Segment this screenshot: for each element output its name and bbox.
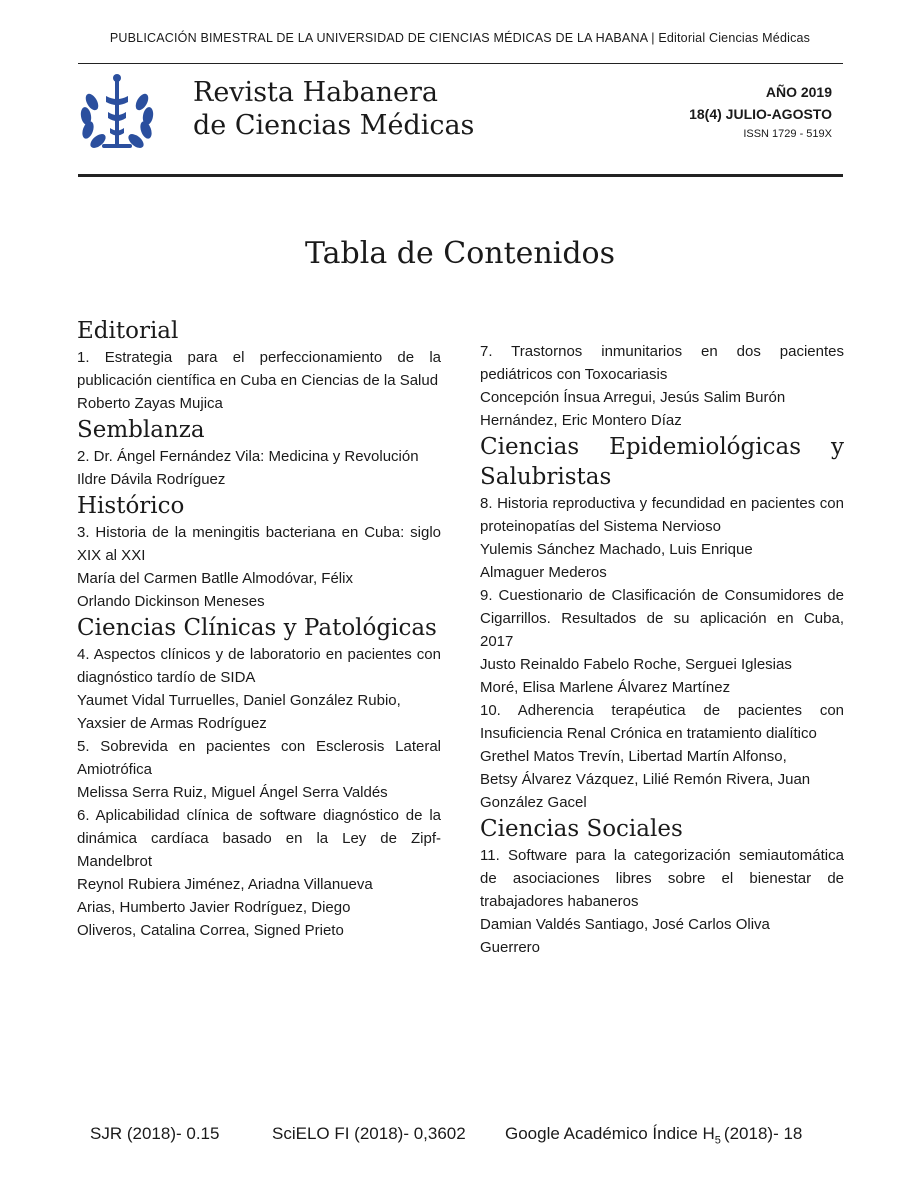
- scielo-metric: SciELO FI (2018)- 0,3602: [272, 1124, 466, 1143]
- article-title-9[interactable]: 9. Cuestionario de Clasificación de Consumidores de Cigarrillos. Resultados de su aplicación en Cuba, 2017: [480, 587, 844, 650]
- issue-number: 18(4) JULIO-AGOSTO: [689, 106, 832, 122]
- article-authors-9: Moré, Elisa Marlene Álvarez Martínez: [480, 679, 731, 696]
- article-authors-1: Roberto Zayas Mujica: [77, 395, 223, 412]
- section-heading-sociales: Ciencias Sociales: [480, 816, 683, 842]
- article-authors-11: Damian Valdés Santiago, José Carlos Oliva: [480, 916, 770, 933]
- article-title-1[interactable]: 1. Estrategia para el perfeccionamiento de la publicación científica en Cuba en Ciencias de la Salud: [77, 349, 441, 389]
- section-heading-epidemiologicas: Ciencias Epidemiológicas y Salubristas: [480, 434, 844, 490]
- article-title-7[interactable]: 7. Trastornos inmunitarios en dos pacientes pediátricos con Toxocariasis: [480, 343, 844, 383]
- sjr-metric: SJR (2018)- 0.15: [90, 1124, 220, 1143]
- article-title-5[interactable]: 5. Sobrevida en pacientes con Esclerosis Lateral Amiotrófica: [77, 738, 441, 778]
- issue-year: AÑO 2019: [765, 84, 832, 100]
- journal-title-line1: Revista Habanera: [193, 77, 438, 108]
- article-authors-5: Melissa Serra Ruiz, Miguel Ángel Serra Valdés: [77, 784, 388, 801]
- issn: ISSN 1729 - 519X: [743, 128, 832, 140]
- google-scholar-metric: [505, 1124, 802, 1146]
- article-title-11[interactable]: 11. Software para la categorización semiautomática de asociaciones libres sobre el bienestar de trabajadores habaneros: [480, 847, 844, 910]
- article-title-8[interactable]: 8. Historia reproductiva y fecundidad en pacientes con proteinopatías del Sistema Nervioso: [480, 495, 844, 535]
- article-authors-2: Ildre Dávila Rodríguez: [77, 471, 226, 488]
- header-divider: [78, 63, 843, 64]
- google-metric-label: Google Académico Índice H: [505, 1124, 715, 1143]
- section-heading-editorial: Editorial: [77, 318, 179, 344]
- article-authors-10: Betsy Álvarez Vázquez, Lilié Remón Rivera, Juan: [480, 771, 811, 788]
- article-title-6[interactable]: 6. Aplicabilidad clínica de software diagnóstico de la dinámica cardíaca basado en la Ley de Zipf-Mandelbrot: [77, 807, 441, 870]
- section-heading-semblanza: Semblanza: [77, 417, 205, 443]
- article-authors-6: Oliveros, Catalina Correa, Signed Prieto: [77, 922, 344, 939]
- article-authors-3: Orlando Dickinson Meneses: [77, 593, 265, 610]
- article-title-10[interactable]: 10. Adherencia terapéutica de pacientes con Insuficiencia Renal Crónica en tratamiento dialítico: [480, 702, 844, 742]
- article-authors-6: Arias, Humberto Javier Rodríguez, Diego: [77, 899, 351, 916]
- article-authors-8: Almaguer Mederos: [480, 564, 607, 581]
- google-metric-subscript: 5: [714, 1134, 721, 1147]
- article-authors-4: Yaumet Vidal Turruelles, Daniel González Rubio,: [77, 692, 401, 709]
- article-authors-10: González Gacel: [480, 794, 587, 811]
- article-authors-9: Justo Reinaldo Fabelo Roche, Serguei Iglesias: [480, 656, 792, 673]
- article-title-3[interactable]: 3. Historia de la meningitis bacteriana en Cuba: siglo XIX al XXI: [77, 524, 441, 564]
- article-authors-7: Concepción Ínsua Arregui, Jesús Salim Burón: [480, 389, 786, 406]
- journal-title: [193, 76, 474, 142]
- article-authors-7: Hernández, Eric Montero Díaz: [480, 412, 682, 429]
- toc-left-column: [77, 316, 441, 942]
- google-metric-value: (2018)- 18: [723, 1124, 803, 1143]
- journal-title-line2: de Ciencias Médicas: [193, 110, 475, 141]
- article-authors-11: Guerrero: [480, 939, 541, 956]
- article-authors-4: Yaxsier de Armas Rodríguez: [77, 715, 267, 732]
- article-title-2[interactable]: 2. Dr. Ángel Fernández Vila: Medicina y Revolución: [77, 448, 419, 465]
- issue-info: [689, 81, 832, 143]
- publisher-line: PUBLICACIÓN BIMESTRAL DE LA UNIVERSIDAD DE CIENCIAS MÉDICAS DE LA HABANA | Editorial Ciencias Médicas: [109, 31, 811, 45]
- article-authors-8: Yulemis Sánchez Machado, Luis Enrique: [480, 541, 753, 558]
- page-title: Tabla de Contenidos: [304, 236, 615, 271]
- caduceus-laurel-logo: [76, 72, 158, 154]
- toc-right-column: [480, 340, 844, 959]
- section-heading-clinicas: Ciencias Clínicas y Patológicas: [77, 615, 437, 641]
- section-heading-historico: Histórico: [77, 493, 185, 519]
- article-authors-6: Reynol Rubiera Jiménez, Ariadna Villanueva: [77, 876, 373, 893]
- article-title-4[interactable]: 4. Aspectos clínicos y de laboratorio en pacientes con diagnóstico tardío de SIDA: [77, 646, 441, 686]
- masthead-divider: [78, 174, 843, 177]
- article-authors-10: Grethel Matos Trevín, Libertad Martín Alfonso,: [480, 748, 787, 765]
- article-authors-3: María del Carmen Batlle Almodóvar, Félix: [77, 570, 353, 587]
